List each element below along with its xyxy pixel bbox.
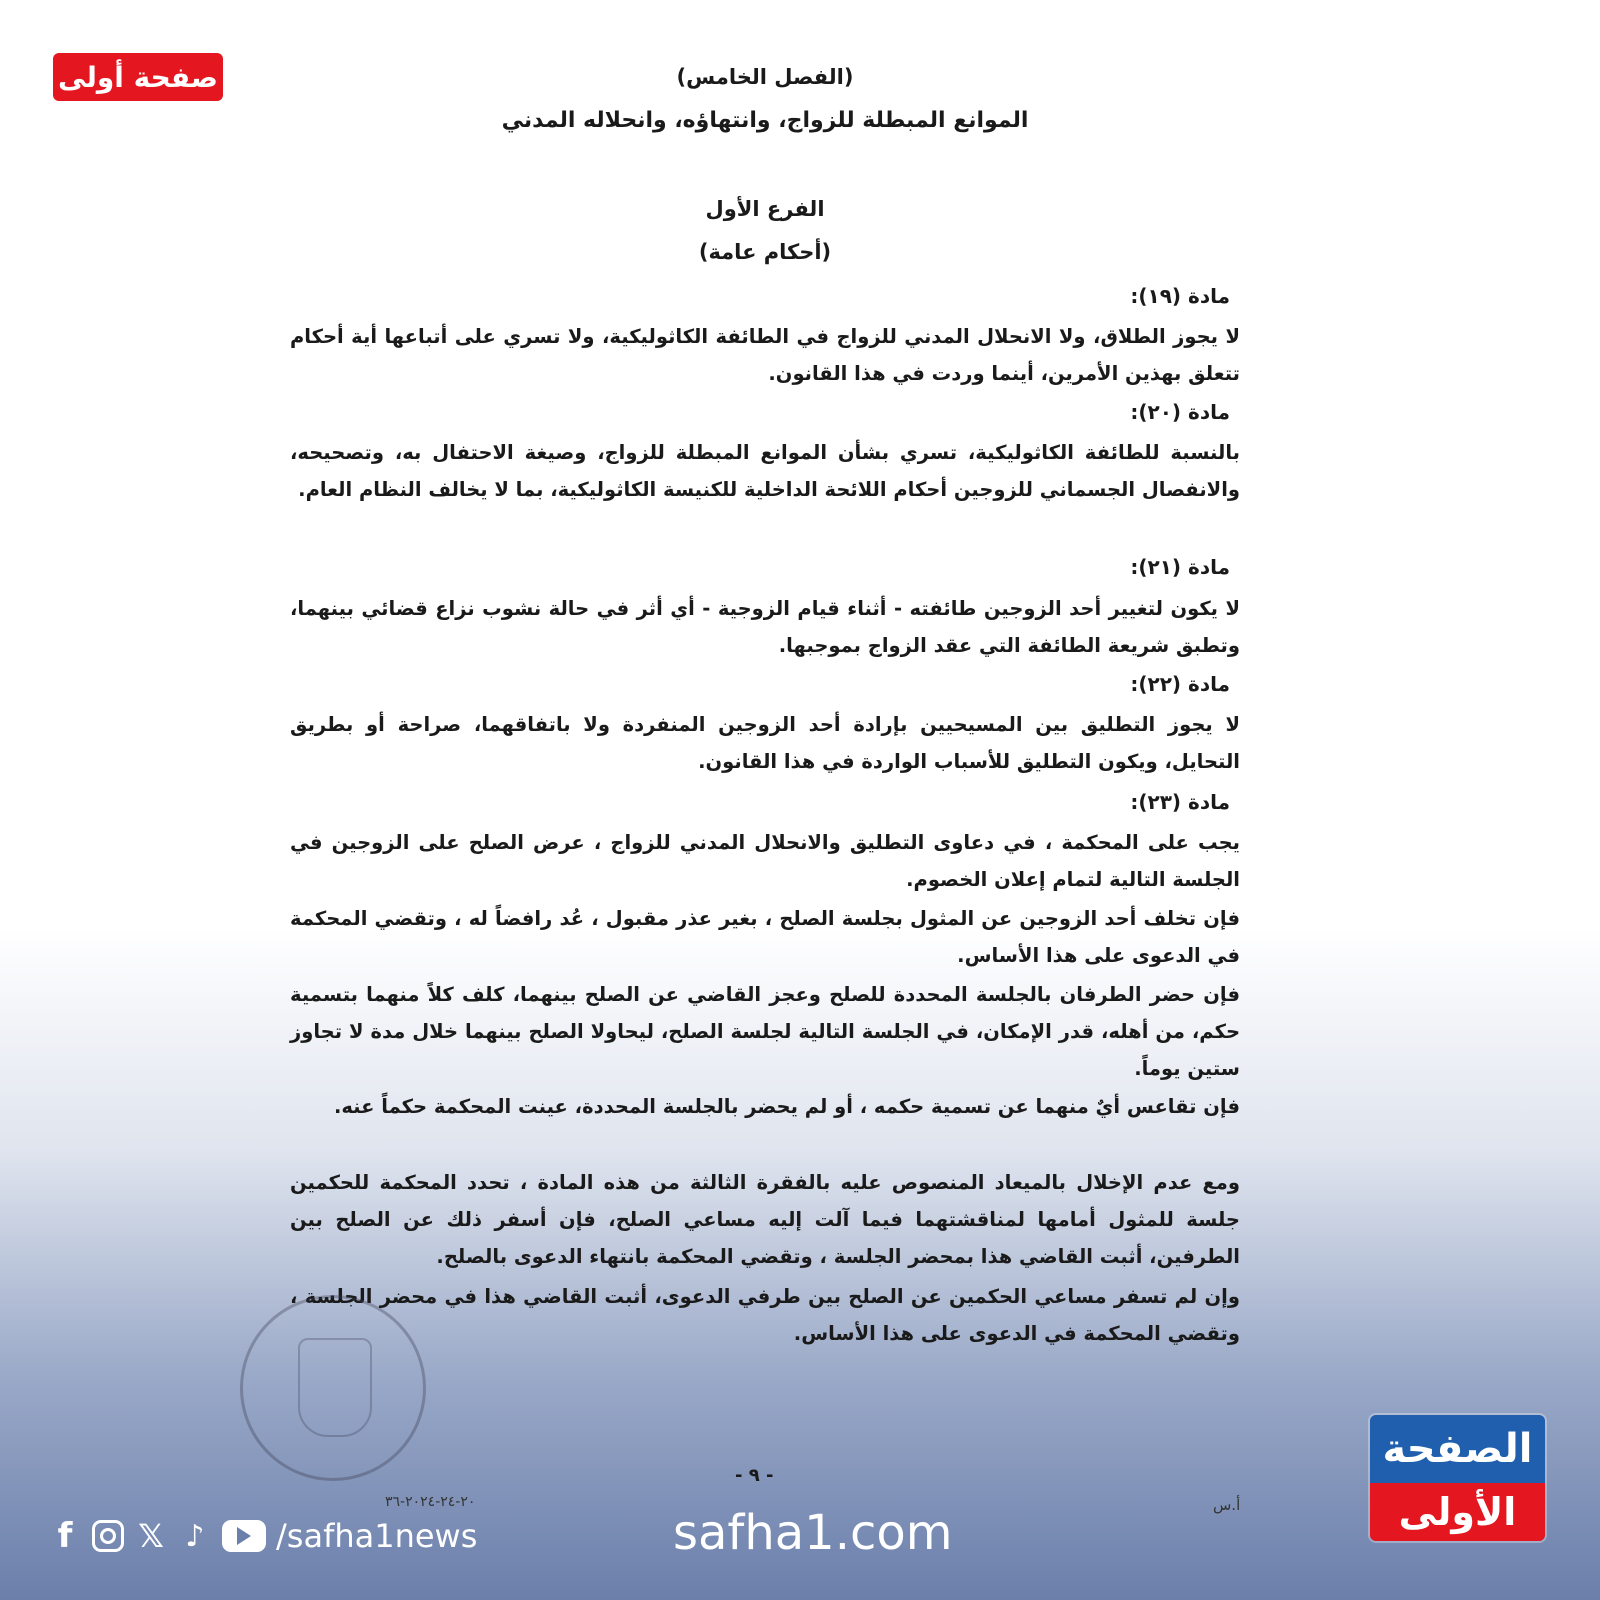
brand-logo [1370,1415,1545,1541]
logo-line-1: الصفحة [1370,1415,1545,1483]
article-23-para-2: فإن تخلف أحد الزوجين عن المثول بجلسة الصلح ، بغير عذر مقبول ، عُد رافضاً له ، وتقضي المحكمة في الدعوى على هذا الأساس. [290,907,1240,967]
section-title: الفرع الأول [705,197,825,221]
article-19-title: مادة (١٩): [1130,284,1230,308]
page-number: - ٩ - [735,1465,774,1486]
article-22-title: مادة (٢٢): [1130,672,1230,696]
initials: أ.س [1213,1496,1241,1514]
brand-badge: صفحة أولى [53,53,223,101]
article-19-text: لا يجوز الطلاق، ولا الانحلال المدني للزواج في الطائفة الكاثوليكية، ولا تسري على أتباعها أية أحكام تتعلق بهذين الأمرين، أينما وردت في هذا القانون. [290,325,1240,385]
article-20-text: بالنسبة للطائفة الكاثوليكية، تسري بشأن الموانع المبطلة للزواج، وصيغة الاحتفال به، وتصحيحه، والانفصال الجسماني للزوجين أحكام اللائحة الداخلية للكنيسة الكاثوليكية، بما لا يخالف النظام العام. [290,441,1240,501]
logo-line-2: الأولى [1370,1483,1545,1541]
article-22-text: لا يجوز التطليق بين المسيحيين بإرادة أحد الزوجين المنفردة ولا باتفاقهما، صراحة أو بطريق التحايل، ويكون التطليق للأسباب الواردة في هذا القانون. [290,713,1240,773]
youtube-icon[interactable] [222,1520,266,1552]
article-21-title: مادة (٢١): [1130,555,1230,579]
article-23-para-6: وإن لم تسفر مساعي الحكمين عن الصلح بين طرفي الدعوى، أثبت القاضي هذا في محضر الجلسة ، وتقضي المحكمة في الدعوى على هذا الأساس. [290,1285,1240,1345]
section-subtitle: (أحكام عامة) [698,240,832,264]
social-links [48,1512,477,1560]
site-url[interactable]: safha1.com [673,1505,953,1561]
social-handle[interactable]: /safha1news [276,1517,478,1555]
article-23-para-3: فإن حضر الطرفان بالجلسة المحددة للصلح وعجز القاضي عن الصلح بينهما، كلف كلاً منهما بتسمية حكم، من أهله، قدر الإمكان، في الجلسة التالية لجلسة الصلح، ليحاولا الصلح بينهما خلال مدة لا تجاوز ستين يوماً. [290,983,1240,1080]
facebook-icon[interactable]: f [57,1516,73,1556]
article-23-title: مادة (٢٣): [1130,790,1230,814]
article-23-para-1: يجب على المحكمة ، في دعاوى التطليق والانحلال المدني للزواج ، عرض الصلح على الزوجين في الجلسة التالية لتمام إعلان الخصوم. [290,831,1240,891]
x-icon[interactable]: 𝕏 [138,1517,164,1555]
chapter-subtitle: الموانع المبطلة للزواج، وانتهاؤه، وانحلاله المدني [501,108,1029,133]
article-23-para-4: فإن تقاعس أيٌ منهما عن تسمية حكمه ، أو لم يحضر بالجلسة المحددة، عينت المحكمة حكماً عنه. [333,1095,1240,1118]
instagram-icon[interactable] [92,1520,124,1552]
article-20-title: مادة (٢٠): [1130,400,1230,424]
document-reference: ٢٠-٢٤-٢٠٢٤-٣٦ [385,1494,476,1510]
chapter-title: (الفصل الخامس) [676,65,854,89]
official-seal-icon [240,1295,426,1481]
article-21-text: لا يكون لتغيير أحد الزوجين طائفته - أثناء قيام الزوجية - أي أثر في حالة نشوب نزاع قضائي بينهما، وتطبق شريعة الطائفة التي عقد الزواج بموجبها. [290,597,1240,657]
article-23-para-5: ومع عدم الإخلال بالميعاد المنصوص عليه بالفقرة الثالثة من هذه المادة ، تحدد المحكمة للحكمين جلسة للمثول أمامها لمناقشتهما فيما آلت إليه مساعي الصلح، فإن أسفر ذلك عن الصلح بين الطرفين، أثبت القاضي هذا بمحضر الجلسة ، وتقضي المحكمة بانتهاء الدعوى بالصلح. [290,1171,1240,1268]
tiktok-icon[interactable]: ♪ [185,1518,205,1554]
